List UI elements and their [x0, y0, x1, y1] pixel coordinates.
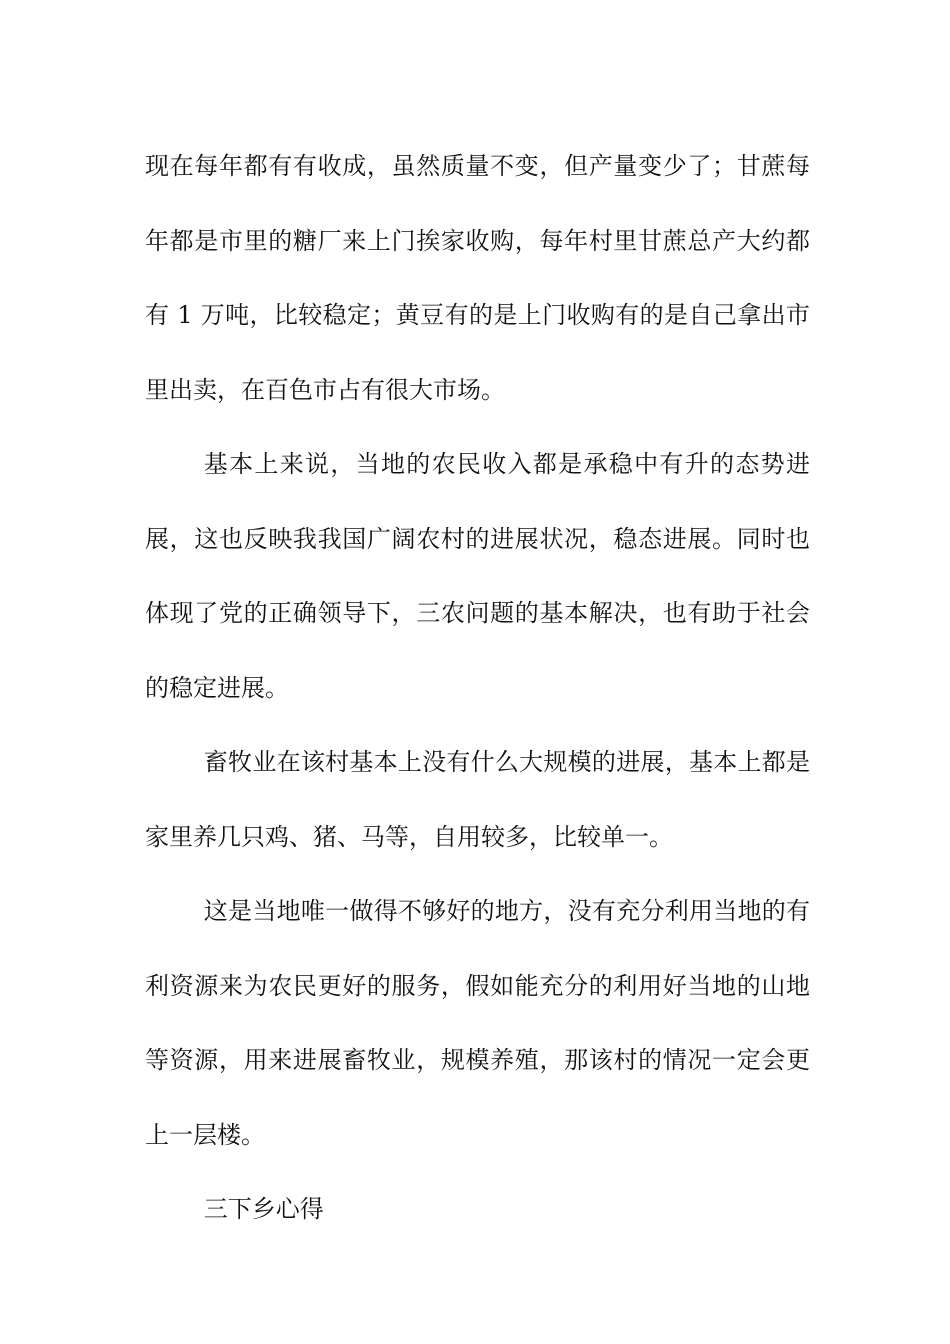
section-heading: 三下乡心得: [203, 1195, 324, 1223]
paragraph-livestock: 畜牧业在该村基本上没有什么大规模的进展，基本上都是家里养几只鸡、猪、马等，自用较多，比较单一。: [145, 748, 810, 851]
document-body: [145, 129, 810, 1247]
paragraph-harvest: 现在每年都有有收成，虽然质量不变，但产量变少了；甘蔗每年都是市里的糖厂来上门挨家收购，每年村里甘蔗总产大约都有 1 万吨，比较稳定；黄豆有的是上门收购有的是自己拿出市里出卖，在百色市占有很大市场。: [145, 152, 810, 404]
paragraph-resources: 这是当地唯一做得不够好的地方，没有充分利用当地的有利资源来为农民更好的服务，假如能充分的利用好当地的山地等资源，用来进展畜牧业，规模养殖，那该村的情况一定会更上一层楼。: [145, 897, 810, 1149]
paragraph-income: 基本上来说，当地的农民收入都是承稳中有升的态势进展，这也反映我我国广阔农村的进展状况，稳态进展。同时也体现了党的正确领导下，三农问题的基本解决，也有助于社会的稳定进展。: [145, 450, 810, 702]
